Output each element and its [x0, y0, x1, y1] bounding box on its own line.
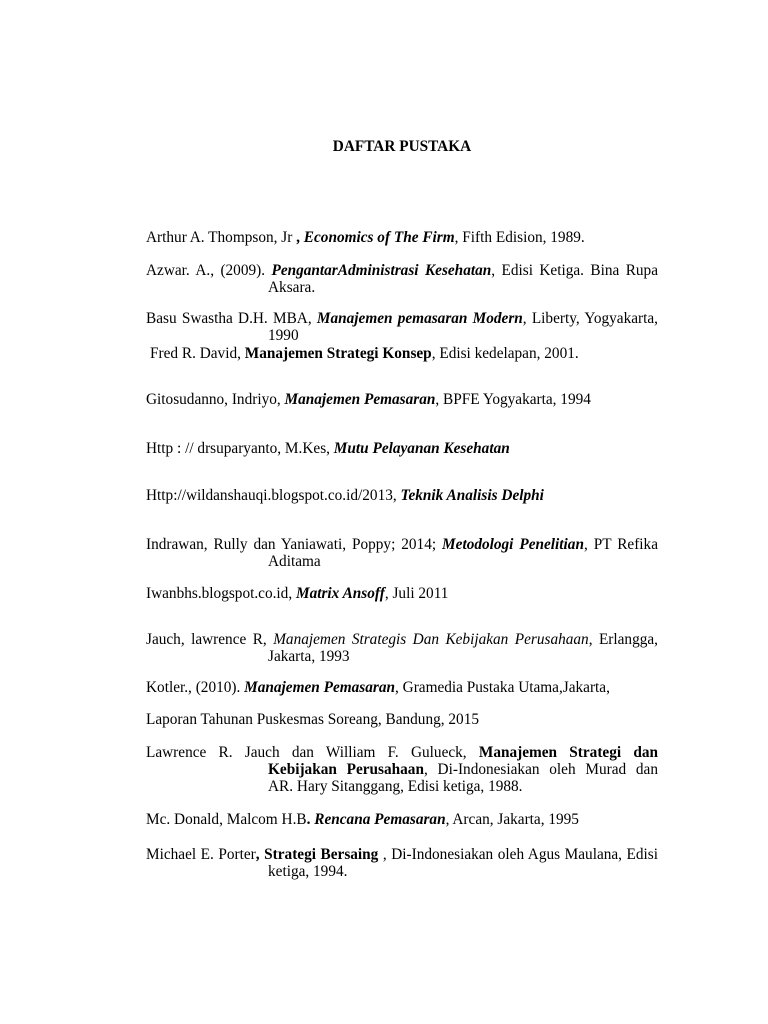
- reference-source: Iwanbhs.blogspot.co.id,: [146, 584, 296, 602]
- reference-entry: [146, 811, 658, 828]
- reference-entry: [146, 585, 658, 602]
- reference-line: [146, 811, 658, 828]
- reference-title: Economics of The Firm: [303, 228, 455, 246]
- reference-line: [146, 761, 658, 778]
- reference-entry: [146, 846, 658, 881]
- reference-entry: [146, 744, 658, 796]
- reference-line: [146, 310, 658, 327]
- reference-line: [146, 279, 658, 296]
- reference-line: [146, 487, 658, 504]
- reference-entry: [146, 487, 658, 504]
- reference-title: Matrix Ansoff: [295, 584, 385, 602]
- reference-publication-info: , BPFE Yogyakarta, 1994: [435, 390, 591, 408]
- reference-title: Rencana Pemasaran: [314, 810, 446, 828]
- reference-line: [150, 345, 658, 362]
- reference-title: Manajemen Strategis Dan Kebijakan Perusahaan: [273, 630, 589, 648]
- reference-source: Http://wildanshauqi.blogspot.co.id/2013,: [146, 486, 401, 504]
- reference-publication-info: , Arcan, Jakarta, 1995: [445, 810, 579, 828]
- reference-line: [146, 553, 658, 570]
- reference-title: Manajemen Strategi dan: [478, 743, 658, 761]
- reference-entry: [146, 310, 658, 345]
- reference-publication-info: , Di-Indonesiakan oleh Murad dan: [423, 760, 658, 778]
- reference-line: [146, 391, 658, 408]
- reference-entry: [146, 262, 658, 297]
- reference-author: Kotler., (2010).: [146, 678, 245, 696]
- reference-line: [146, 778, 658, 795]
- reference-publication-info: Jakarta, 1993: [268, 647, 350, 665]
- reference-publication-info: , Di-Indonesiakan oleh Agus Maulana, Edisi: [378, 845, 658, 863]
- reference-entry: [146, 631, 658, 666]
- reference-author: Michael E. Porter: [146, 845, 256, 863]
- reference-line: [146, 229, 658, 246]
- reference-author: Jauch, lawrence R,: [146, 630, 274, 648]
- reference-title: Kebijakan Perusahaan: [268, 760, 424, 778]
- reference-author: Indrawan, Rully dan Yaniawati, Poppy; 2014;: [146, 535, 443, 553]
- reference-entry: [146, 536, 658, 571]
- reference-title: Manajemen pemasaran Modern: [316, 309, 523, 327]
- reference-title: Manajemen Pemasaran: [244, 678, 395, 696]
- reference-line: [146, 631, 658, 648]
- reference-line: [146, 846, 658, 863]
- reference-source: Http : // drsuparyanto, M.Kes,: [146, 439, 334, 457]
- reference-line: [146, 711, 658, 728]
- reference-line: [146, 744, 658, 761]
- reference-publication-info: ketiga, 1994.: [268, 862, 348, 880]
- reference-line: [146, 648, 658, 665]
- reference-publication-info: , Gramedia Pustaka Utama,Jakarta,: [395, 678, 610, 696]
- page-title: DAFTAR PUSTAKA: [332, 137, 472, 155]
- reference-line: [146, 262, 658, 279]
- reference-title: PengantarAdministrasi Kesehatan: [271, 261, 492, 279]
- reference-title: Mutu Pelayanan Kesehatan: [333, 439, 510, 457]
- reference-publication-info: , PT Refika: [583, 535, 658, 553]
- reference-author: Basu Swastha D.H. MBA,: [146, 309, 317, 327]
- reference-line: [146, 863, 658, 880]
- reference-publication-info: , Edisi Ketiga. Bina Rupa: [491, 261, 658, 279]
- reference-line: [146, 327, 658, 344]
- reference-author: Fred R. David,: [150, 344, 245, 362]
- reference-entry: [146, 711, 658, 728]
- reference-publication-info: Aksara.: [268, 278, 316, 296]
- reference-publication-info: AR. Hary Sitanggang, Edisi ketiga, 1988.: [268, 778, 523, 796]
- reference-title: Manajemen Pemasaran: [284, 390, 436, 408]
- reference-author: Azwar. A., (2009).: [146, 261, 272, 279]
- reference-line: [146, 679, 658, 696]
- reference-punctuation: ,: [296, 228, 304, 246]
- reference-author: Lawrence R. Jauch dan William F. Gulueck,: [146, 743, 479, 761]
- reference-text: Laporan Tahunan Puskesmas Soreang, Bandung, 2015: [146, 710, 479, 728]
- reference-publication-info: 1990: [268, 326, 299, 344]
- reference-title: Metodologi Penelitian: [442, 535, 584, 553]
- reference-author: Gitosudanno, Indriyo,: [146, 390, 285, 408]
- reference-publication-info: , Liberty, Yogyakarta,: [522, 309, 658, 327]
- reference-author: Arthur A. Thompson, Jr: [146, 228, 297, 246]
- reference-entry: [146, 440, 658, 457]
- reference-title: , Strategi Bersaing: [255, 845, 379, 863]
- reference-author: Mc. Donald, Malcom H.B: [146, 810, 307, 828]
- reference-publication-info: , Juli 2011: [384, 584, 449, 602]
- reference-title: Manajemen Strategi Konsep: [244, 344, 432, 362]
- reference-publication-info: , Fifth Edision, 1989.: [454, 228, 585, 246]
- reference-publication-info: Aditama: [268, 552, 321, 570]
- reference-entry: [146, 391, 658, 408]
- reference-entry: [150, 345, 658, 362]
- reference-line: [146, 585, 658, 602]
- reference-publication-info: , Edisi kedelapan, 2001.: [431, 344, 579, 362]
- reference-entry: [146, 229, 658, 246]
- reference-line: [146, 440, 658, 457]
- reference-title: Teknik Analisis Delphi: [400, 486, 544, 504]
- reference-publication-info: , Erlangga,: [588, 630, 658, 648]
- reference-punctuation: .: [306, 810, 315, 828]
- reference-line: [146, 536, 658, 553]
- reference-entry: [146, 679, 658, 696]
